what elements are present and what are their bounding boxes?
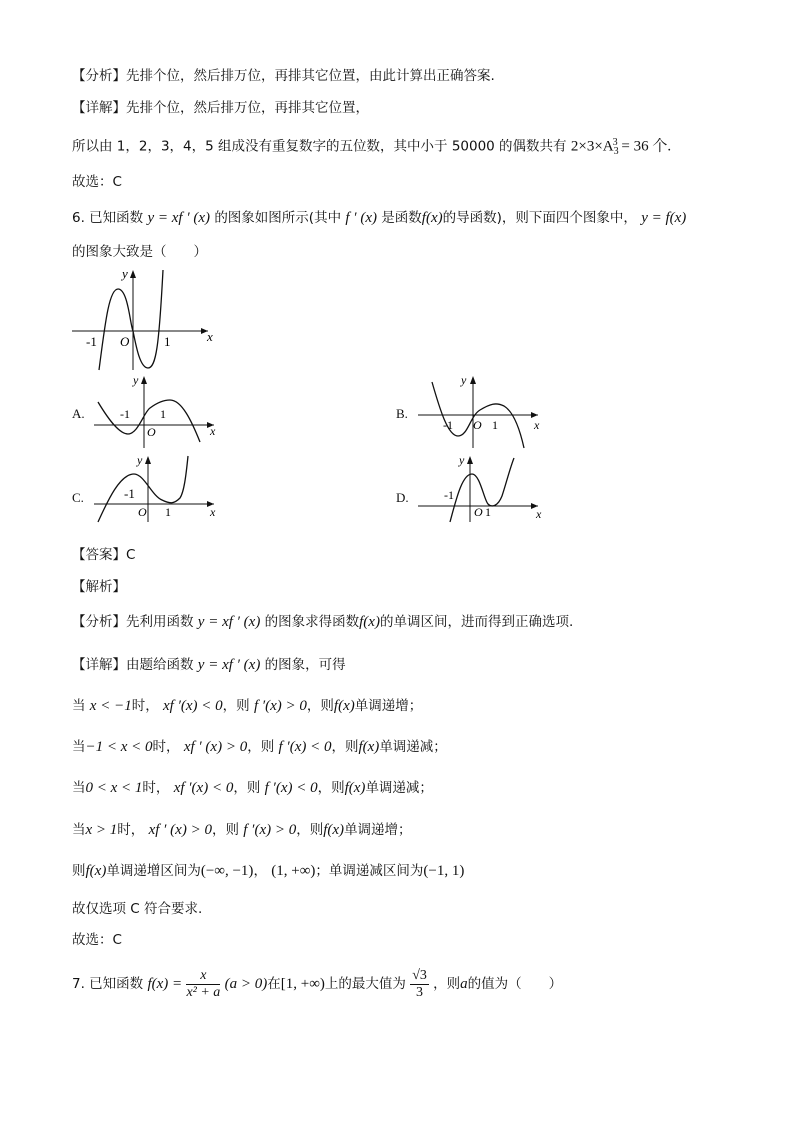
axis-y-label: y bbox=[461, 373, 467, 387]
origin-label: O bbox=[120, 334, 130, 349]
axis-y-label: y bbox=[122, 266, 128, 281]
only-c: 故仅选项 C 符合要求. bbox=[72, 901, 203, 917]
option-a-label: A. bbox=[72, 406, 85, 421]
origin-label: O bbox=[147, 425, 156, 439]
question-7: 7. 已知函数 f(x) = $\frac{x}{\text{x² + a}}$ (a > 0)在[1, +∞)上的最大值为 $\frac{√3}{3}$ ，则a的值为（ ） bbox=[72, 967, 563, 1000]
axis-x-label: x bbox=[207, 329, 213, 344]
choose-q6: 故选：C bbox=[72, 932, 122, 948]
axis-x-label: x bbox=[210, 505, 216, 519]
tick-1: 1 bbox=[485, 505, 491, 519]
tick-neg1: -1 bbox=[124, 486, 135, 501]
detail-q5-count: 所以由 1，2，3，4，5 组成没有重复数字的五位数，其中小于 50000 的偶数共有 $2\times 3\times A_3^3 = 36$ 个. bbox=[72, 137, 672, 158]
axis-y-label: y bbox=[137, 453, 143, 467]
case-4: 当x > 1时， xf ′ (x) > 0，则 f ′(x) > 0，则f(x)单调递增； bbox=[72, 822, 412, 838]
axis-y-label: y bbox=[133, 373, 139, 387]
question-6-line1: 6. 已知函数 y = xf ′ (x) 的图象如图所示(其中 f ′ (x) 是函数f(x)的导函数)，则下面四个图象中， y = f(x) bbox=[72, 210, 687, 226]
graph-xfprime bbox=[72, 262, 222, 374]
q7-fraction: $\frac{x}{\text{x² + a}}$ bbox=[186, 967, 221, 1000]
tick-1: 1 bbox=[160, 407, 166, 421]
origin-label: O bbox=[473, 418, 482, 432]
option-c-label: C. bbox=[72, 490, 84, 505]
axis-x-label: x bbox=[536, 507, 542, 521]
analysis-q6: 【分析】先利用函数 y = xf ′ (x) 的图象求得函数f(x)的单调区间，进而得到正确选项. bbox=[72, 614, 574, 630]
tick-neg1: -1 bbox=[120, 407, 130, 421]
tick-1: 1 bbox=[492, 418, 498, 432]
answer: 【答案】C bbox=[72, 547, 136, 563]
choose-q5: 故选：C bbox=[72, 174, 122, 190]
axis-x-label: x bbox=[210, 424, 216, 438]
case-3: 当0 < x < 1时， xf ′(x) < 0，则 f ′(x) < 0，则f(x)单调递减； bbox=[72, 780, 433, 796]
summary: 则f(x)单调递增区间为(−∞, −1)， (1, +∞)；单调递减区间为(−1, 1) bbox=[72, 863, 465, 879]
tick-neg1: -1 bbox=[86, 334, 97, 349]
axis-x-label: x bbox=[534, 418, 540, 432]
case-2: 当−1 < x < 0时， xf ′ (x) > 0，则 f ′(x) < 0，则f(x)单调递减； bbox=[72, 739, 447, 755]
tick-1: 1 bbox=[165, 505, 171, 519]
detail-q5: 【详解】先排个位，然后排万位，再排其它位置， bbox=[72, 100, 369, 116]
q7-max-fraction: $\frac{√3}{3}$ bbox=[412, 967, 427, 1000]
origin-label: O bbox=[138, 505, 147, 519]
detail-q6-intro: 【详解】由题给函数 y = xf ′ (x) 的图象，可得 bbox=[72, 657, 346, 673]
option-d-graph bbox=[414, 452, 549, 524]
axis-y-label: y bbox=[459, 453, 465, 467]
option-d-label: D. bbox=[396, 490, 409, 505]
tick-1: 1 bbox=[164, 334, 171, 349]
case-1: 当 x < −1时， xf ′(x) < 0，则 f ′(x) > 0，则f(x)单调递增； bbox=[72, 698, 423, 714]
option-b-graph bbox=[414, 370, 549, 450]
tick-neg1: -1 bbox=[444, 488, 454, 502]
option-c-graph bbox=[92, 452, 227, 524]
origin-label: O bbox=[474, 505, 483, 519]
option-a-graph bbox=[92, 370, 227, 450]
option-b-label: B. bbox=[396, 406, 408, 421]
tick-neg1: -1 bbox=[443, 418, 453, 432]
analysis-q5: 【分析】先排个位，然后排万位，再排其它位置，由此计算出正确答案. bbox=[72, 68, 495, 84]
question-6-line2: 的图象大致是（ ） bbox=[72, 244, 207, 260]
jiexi-heading: 【解析】 bbox=[72, 579, 126, 595]
